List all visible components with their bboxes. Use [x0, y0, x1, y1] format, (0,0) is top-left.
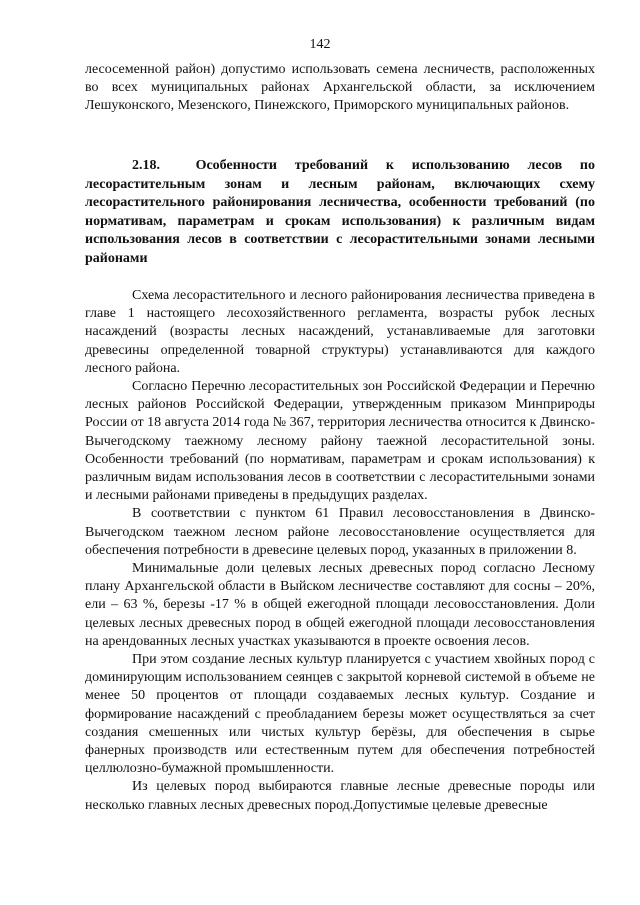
section-heading — [85, 157, 595, 269]
page-number: 142 — [309, 37, 331, 52]
continuation-paragraph: лесосеменной район) допустимо использовать семена лесничеств, расположенных во всех муниципальных районах Архангельской области, за исключением Лешуконского, Мезенского, Пинежского, Приморского муниципальных районов. — [85, 62, 595, 114]
paragraph-1: Схема лесорастительного и лесного районирования лесничества приведена в главе 1 настоящего лесохозяйственного регламента, возрасты рубок лесных насаждений (возрасты лесных насаждений, устанавливаемые для заготовки древесины определенной товарной структуры) устанавливаются для каждого лесного района. — [85, 288, 595, 376]
body-text — [85, 287, 595, 815]
paragraph-3: В соответствии с пунктом 61 Правил лесовосстановления в Двинско-Вычегодском таежном лесном районе лесовосстановление осуществляется для обеспечения потребности в древесине целевых пород, указанных в приложении 8. — [85, 506, 595, 558]
paragraph-2: Согласно Перечню лесорастительных зон Российской Федерации и Перечню лесных районов Российской Федерации, утвержденным приказом Минприроды России от 18 августа 2014 года № 367, территория лесничества относится к Двинско-Вычегодскому таежному лесному району таежной лесорастительной зоны. Особенности требований (по нормативам, параметрам и срокам использования) к различным видам использования лесов в соответствии с лесорастительными зонами и лесными районами приведены в предыдущих разделах. — [85, 379, 595, 504]
section-title: Особенности требований к использованию лесов по лесорастительным зонам и лесным районам, включающих схему лесорастительного районирования лесничества, особенности требований (по нормативам, параметрам и срокам использования) к различным видам использования лесов в соответствии с лесорастительными зонами лесными районами — [85, 158, 595, 266]
section-number: 2.18. — [132, 158, 160, 173]
section-heading-text — [85, 157, 595, 269]
paragraph-4: Минимальные доли целевых лесных древесных пород согласно Лесному плану Архангельской области в Выйском лесничестве составляют для сосны – 20%, ели – 63 %, березы -17 % в общей ежегодной площади лесовосстановления. Доли целевых лесных древесных пород в общей ежегодной площади лесовосстановления на арендованных лесных участках указываются в проекте освоения лесов. — [85, 561, 595, 649]
paragraph-6: Из целевых пород выбираются главные лесные древесные породы или несколько главных лесных древесных пород.Допустимые целевые древесные — [85, 779, 595, 813]
continuation-block — [85, 61, 595, 116]
paragraph-5: При этом создание лесных культур планируется с участием хвойных пород с доминирующим использованием сеянцев с закрытой корневой системой в объеме не менее 50 процентов от площади создаваемых лесных культур. Создание и формирование насаждений с преобладанием березы может осуществляться за счет создания смешенных или чистых культур берёзы, для обеспечения в сырье фанерных производств или естественным путем для обеспечения потребностей целлюлозно-бумажной промышленности. — [85, 652, 595, 777]
